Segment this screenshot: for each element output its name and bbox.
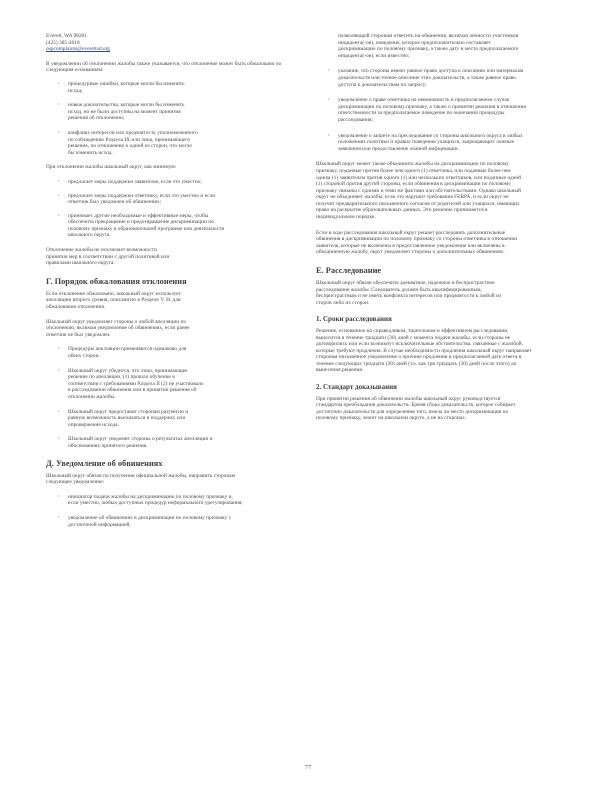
list-item: › уведомление о праве ответчика на невиновность в предполагаемом случае дискриминации по половому признаку, а также о принятии решения в отношении ответственности за предполагаемое поведение по окончании процедуры расследования;	[328, 97, 527, 123]
bullet-icon: ›	[58, 178, 60, 184]
list-item: › предлагает меры поддержки заявителю, если это уместно;	[58, 178, 202, 185]
list-item: › процедурные ошибки, которые могли бы изменить исход;	[58, 80, 185, 94]
bullet-icon: ›	[328, 97, 330, 103]
section-heading: Д. Уведомление об обвинениях	[46, 458, 163, 468]
list-item: позволяющей сторонам ответить на обвинения, включая личности участников инцидента(-ов), поведение, которое предположительно составляет дискриминацию по половому признаку, а также дату и место предполагаемого инцидента(-ов), если известно;	[338, 33, 519, 59]
list-item: › уведомление о запрете на преследование со стороны школьного округа в любых положениях политики и правил поведения учащихся, запрещающих ложные заявления или предоставление ложной информации.	[328, 132, 523, 152]
notice-list	[46, 494, 294, 528]
email-link[interactable]: ospcomplaints@everettsd.org	[46, 46, 111, 53]
list-item: › указание, что стороны имеют равное право доступа к описанию или материалам доказательств или точное описание этих доказательств, а также равное право доступа к доказательствам по запросу;	[328, 68, 524, 88]
bullet-icon: ›	[58, 80, 60, 86]
list-item: › принимает другие необходимые и эффективные меры, чтобы обеспечить прекращение и предотвращение дискриминации по половому признаку в образовательной программе или деятельности школьного округа.	[58, 212, 225, 239]
paragraph: При принятии решения об обвинении жалобы школьный округ руководствуется стандартом преобладания доказательств. Бремя сбора доказательств, которое собирает достаточно доказательств для определения того, имела ли место дискриминация по половому признаку, лежит на школьном округе, а не на сторонах.	[316, 395, 516, 422]
support-measures-list	[46, 179, 294, 239]
bullet-icon: ›	[58, 346, 60, 352]
list-item: › уведомление об обвинениях в дискриминации по половому признаку с достаточной информацией,	[58, 514, 232, 528]
paragraph: Школьный округ уведомляет стороны о любой апелляции по отклонению, включая уведомление об обвинениях, если ранее ответчик не был уведомлен.	[46, 318, 190, 338]
bullet-icon: ›	[58, 212, 60, 218]
paragraph: Решение, основанное на справедливом, тщательном и эффективном расследовании, выносится в течение тридцати (30) дней с момента подачи жалобы, если стороны не договорились или если возникнут исключительные обстоятельства, связанные с жалобой, которые требуют продления. В случае необходимости продления школьный округ направляет сторонам письменное уведомление о причине продления и предполагаемой дате ответа в течение следующих тридцати (30) дней (т.е. как три тридцать (30) дней после этого) до вынесения решения.	[316, 327, 532, 374]
paragraph: Если отклонение обжаловано, школьный округ использует апелляцию второго уровня, описанную в Разделе V. Н. для обжалования отклонения.	[46, 290, 181, 311]
bullet-icon: ›	[328, 132, 330, 138]
bullet-icon: ›	[58, 129, 60, 135]
paragraph: В уведомлении об отклонении жалобы также указывается, что отклонение может быть обжаловано по следующим основаниям:	[46, 60, 282, 74]
list-item: › предлагает меры поддержки ответчику, если это уместно и если ответчик был уведомлен об обвинениях;	[58, 192, 216, 206]
bullet-icon: ›	[58, 367, 60, 373]
paragraph: Если в ходе расследования школьный округ решает расследовать дополнительные обвинения в дискриминации по половому признаку со стороны ответчика в отношении заявителя, которые не включены в предоставленное уведомление или включены в объединенную жалобу, округ уведомляет стороны о дополнительных обвинениях.	[316, 229, 518, 256]
paragraph: Школьный округ обязан обеспечить адекватное, надежное и беспристрастное расследование жалобы. Следователь должен быть квалифицированным, беспристрастным и не иметь конфликта интересов или предвзятости к любой из сторон либо их сторон.	[316, 280, 502, 306]
list-item: › Школьный округ уведомит стороны о результатах апелляции и обоснованиях принятого решения.	[58, 436, 213, 449]
page-number: 77	[304, 764, 312, 771]
appeal-grounds-list	[46, 81, 294, 156]
notice-list-continued	[316, 33, 570, 152]
list-item: › новые доказательства, которые могли бы изменить исход, но не были доступны на момент принятия решения об отклонении;	[58, 102, 185, 122]
paragraph: Школьный округ обязан по получении официальной жалобы, направить сторонам следующее уведомление:	[46, 472, 236, 486]
bullet-icon: ›	[58, 493, 60, 499]
section-heading: Г. Порядок обжалования отклонения	[46, 276, 187, 286]
paragraph: Отклонение жалобы не исключает возможности принятия мер в соответствии с другой политикой или правилами школьного округа.	[46, 247, 170, 267]
address: Everett, WA 98201	[46, 33, 88, 39]
subsection-heading: 2. Стандарт доказывания	[316, 383, 397, 392]
contact-header	[46, 33, 294, 53]
left-column	[46, 0, 294, 528]
bullet-icon: ›	[58, 192, 60, 198]
phone: (425) 385-4018	[46, 39, 80, 46]
paragraph: Школьный округ может также объединить жалобы на дискриминацию по половому признаку, поданные против более чем одного (1) ответчика, или поданные более чем одним (1) заявителем против одного (1) или нескольких ответчиков, или поданные одной (1) стороной против другой стороны, если обвинения в дискриминации по половому признаку связаны с одними и теми же фактами или обстоятельствами. Однако школьный округ не объединяет жалобы, если это нарушит требования FERPA, и если округ не получит предварительного письменного согласия от родителей или учащихся, имеющих право на раскрытие образовательных данных. Это решение принимается в индивидуальном порядке.	[316, 161, 522, 221]
bullet-icon: ›	[58, 436, 60, 442]
list-item: › Школьный округ предоставит сторонам разумную и равную возможность высказаться в поддержку или опровержение исхода.	[58, 408, 189, 428]
bullet-icon: ›	[58, 514, 60, 520]
right-column	[316, 0, 570, 422]
paragraph: При отклонении жалобы школьный округ, как минимум:	[46, 164, 177, 171]
list-item: › конфликт интересов или предвзятость уполномоченного по соблюдению Раздела IX или лица, принимающего решение, по отношению к одной из сторон, что могло бы изменить исход.	[58, 129, 198, 156]
bullet-icon: ›	[58, 408, 60, 414]
list-item: › Школьный округ убедится, что лицо, принимающее решение по апелляции, (1) прошло обучение в соответствии с требованиями Раздела II (2) не участвовало в расследовании обвинения или в принятии решения об отклонении жалобы.	[58, 367, 204, 400]
appeal-procedure-list	[46, 346, 294, 449]
section-heading: Е. Расследование	[316, 266, 382, 276]
list-item: › инициатор подачи жалобы на дискриминацию по половому признаку и, если уместно, любых доступных процедур неформального урегулирования;	[58, 493, 243, 507]
bullet-icon: ›	[328, 68, 330, 74]
list-item: › Процедуры апелляции применяются одинаково для обеих сторон.	[58, 346, 187, 359]
subsection-heading: 1. Сроки расследования	[316, 315, 392, 324]
bullet-icon: ›	[58, 102, 60, 108]
